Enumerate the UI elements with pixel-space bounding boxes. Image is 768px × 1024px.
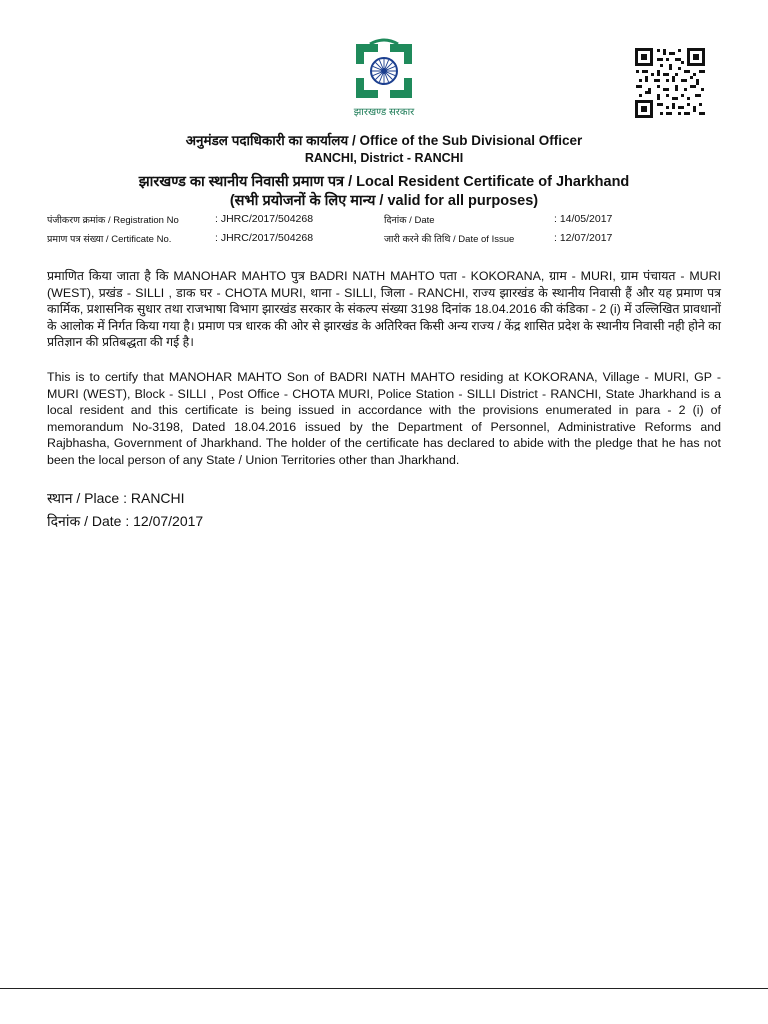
date-line: दिनांक / Date : 12/07/2017 — [47, 513, 204, 529]
office-heading: अनुमंडल पदाधिकारी का कार्यालय / Office of the Sub Divisional Officer — [185, 133, 583, 148]
registration-value: : JHRC/2017/504268 — [215, 213, 314, 225]
office-location: RANCHI, District - RANCHI — [304, 151, 464, 165]
place-line: स्थान / Place : RANCHI — [47, 490, 185, 506]
issue-date-value: : 12/07/2017 — [554, 232, 613, 244]
date-label: दिनांक / Date — [384, 215, 435, 226]
page-bottom-rule — [0, 988, 768, 989]
emblem-caption: झारखण्ड सरकार — [353, 107, 415, 118]
certificate-body-english: This is to certify that MANOHAR MAHTO Son of BADRI NATH MAHTO residing at KOKORANA, Village - MURI, GP - MURI (WEST), Block - SILLI , Post Office - CHOTA MURI, Police Station - SILLI District - RANCHI, State Jharkhand is a local resident and this certificate is being issued in accordance with the provisions enumerated in para - 2 (i) of memorandum No-3198, Dated 18.04.2016 issued by the Department of Personnel, Administrative Reforms and Rajbhasha, Government of Jharkhand. The holder of the certificate has declared to abide with the pledge that he has not been the local person of any State / Union Territories other than Jharkhand. — [47, 370, 721, 467]
qr-code-icon — [633, 46, 707, 120]
issue-date-label: जारी करने की तिथि / Date of Issue — [384, 234, 515, 245]
jharkhand-emblem — [342, 38, 426, 126]
certificate-no-value: : JHRC/2017/504268 — [215, 232, 314, 244]
emblem-logo-icon — [352, 38, 416, 104]
certificate-no-label: प्रमाण पत्र संख्या / Certificate No. — [47, 234, 172, 245]
certificate-validity: (सभी प्रयोजनों के लिए मान्य / valid for all purposes) — [229, 193, 539, 209]
certificate-body-hindi: प्रमाणित किया जाता है कि MANOHAR MAHTO पुत्र BADRI NATH MAHTO पता - KOKORANA, ग्राम - MURI, ग्राम पंचायत - MURI (WEST), प्रखंड - SILLI , डाक घर - CHOTA MURI, थाना - SILLI, जिला - RANCHI, राज्य झारखंड के स्थानीय निवासी हैं और यह प्रमाण पत्र कार्मिक, प्रशासनिक सुधार तथा राजभाषा विभाग झारखंड सरकार के संकल्प संख्या 3198 दिनांक 18.04.2016 की कंडिका - 2 (i) में उल्लिखित प्रावधानों के आलोक में निर्गत किया गया है। प्रमाण पत्र धारक की ओर से झारखंड के अतिरिक्त किसी अन्य राज्य / केंद्र शासित प्रदेश के स्थानीय निवासी नही होने का प्रतिज्ञान की प्रतिबद्धता की गई है। — [47, 269, 721, 350]
certificate-title: झारखण्ड का स्थानीय निवासी प्रमाण पत्र / Local Resident Certificate of Jharkhand — [138, 174, 630, 190]
date-value: : 14/05/2017 — [554, 213, 613, 225]
registration-label: पंजीकरण क्रमांक / Registration No — [47, 215, 179, 226]
